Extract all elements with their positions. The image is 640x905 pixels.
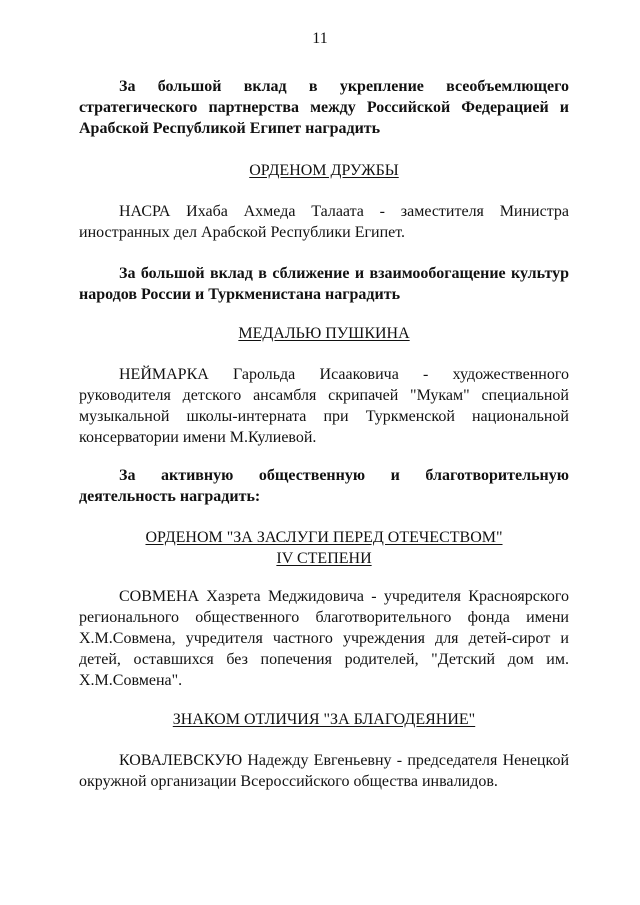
award-title-order-of-merit: ОРДЕНОМ "ЗА ЗАСЛУГИ ПЕРЕД ОТЕЧЕСТВОМ" [145,529,503,546]
award-reason-egypt: За большой вклад в укрепление всеобъемлющего стратегического партнерства между Российской Федерацией и Арабской Республикой Египет наградить [79,78,569,137]
recipient-kovalevskaya: КОВАЛЕВСКУЮ Надежду Евгеньевну - председателя Ненецкой окружной организации Всероссийского общества инвалидов. [79,752,569,790]
recipient-sovmen: СОВМЕНА Хазрета Меджидовича - учредителя Красноярского регионального общественного благотворительного фонда имени Х.М.Совмена, учредителя частного учреждения для детей-сирот и детей, оставшихся без попечения родителей, "Детский дом им. Х.М.Совмена". [79,588,569,689]
page-number: 11 [312,30,328,47]
award-title-order-of-merit-degree: IV СТЕПЕНИ [276,550,372,567]
award-title-order-of-friendship: ОРДЕНОМ ДРУЖБЫ [249,162,399,179]
recipient-nasr: НАСРА Ихаба Ахмеда Талаата - заместителя Министра иностранных дел Арабской Республики Египет. [79,203,569,241]
recipient-neymark: НЕЙМАРКА Гарольда Исааковича - художественного руководителя детского ансамбля скрипачей "Мукам" специальной музыкальной школы-интерната при Туркменской национальной консерватории имени М.Кулиевой. [79,366,569,446]
award-title-badge-of-beneficence: ЗНАКОМ ОТЛИЧИЯ "ЗА БЛАГОДЕЯНИЕ" [172,711,476,728]
award-reason-turkmenistan: За большой вклад в сближение и взаимообогащение культур народов России и Туркменистана наградить [79,265,569,303]
award-reason-charity: За активную общественную и благотворительную деятельность наградить: [79,467,569,505]
award-title-pushkin-medal: МЕДАЛЬЮ ПУШКИНА [238,325,410,342]
